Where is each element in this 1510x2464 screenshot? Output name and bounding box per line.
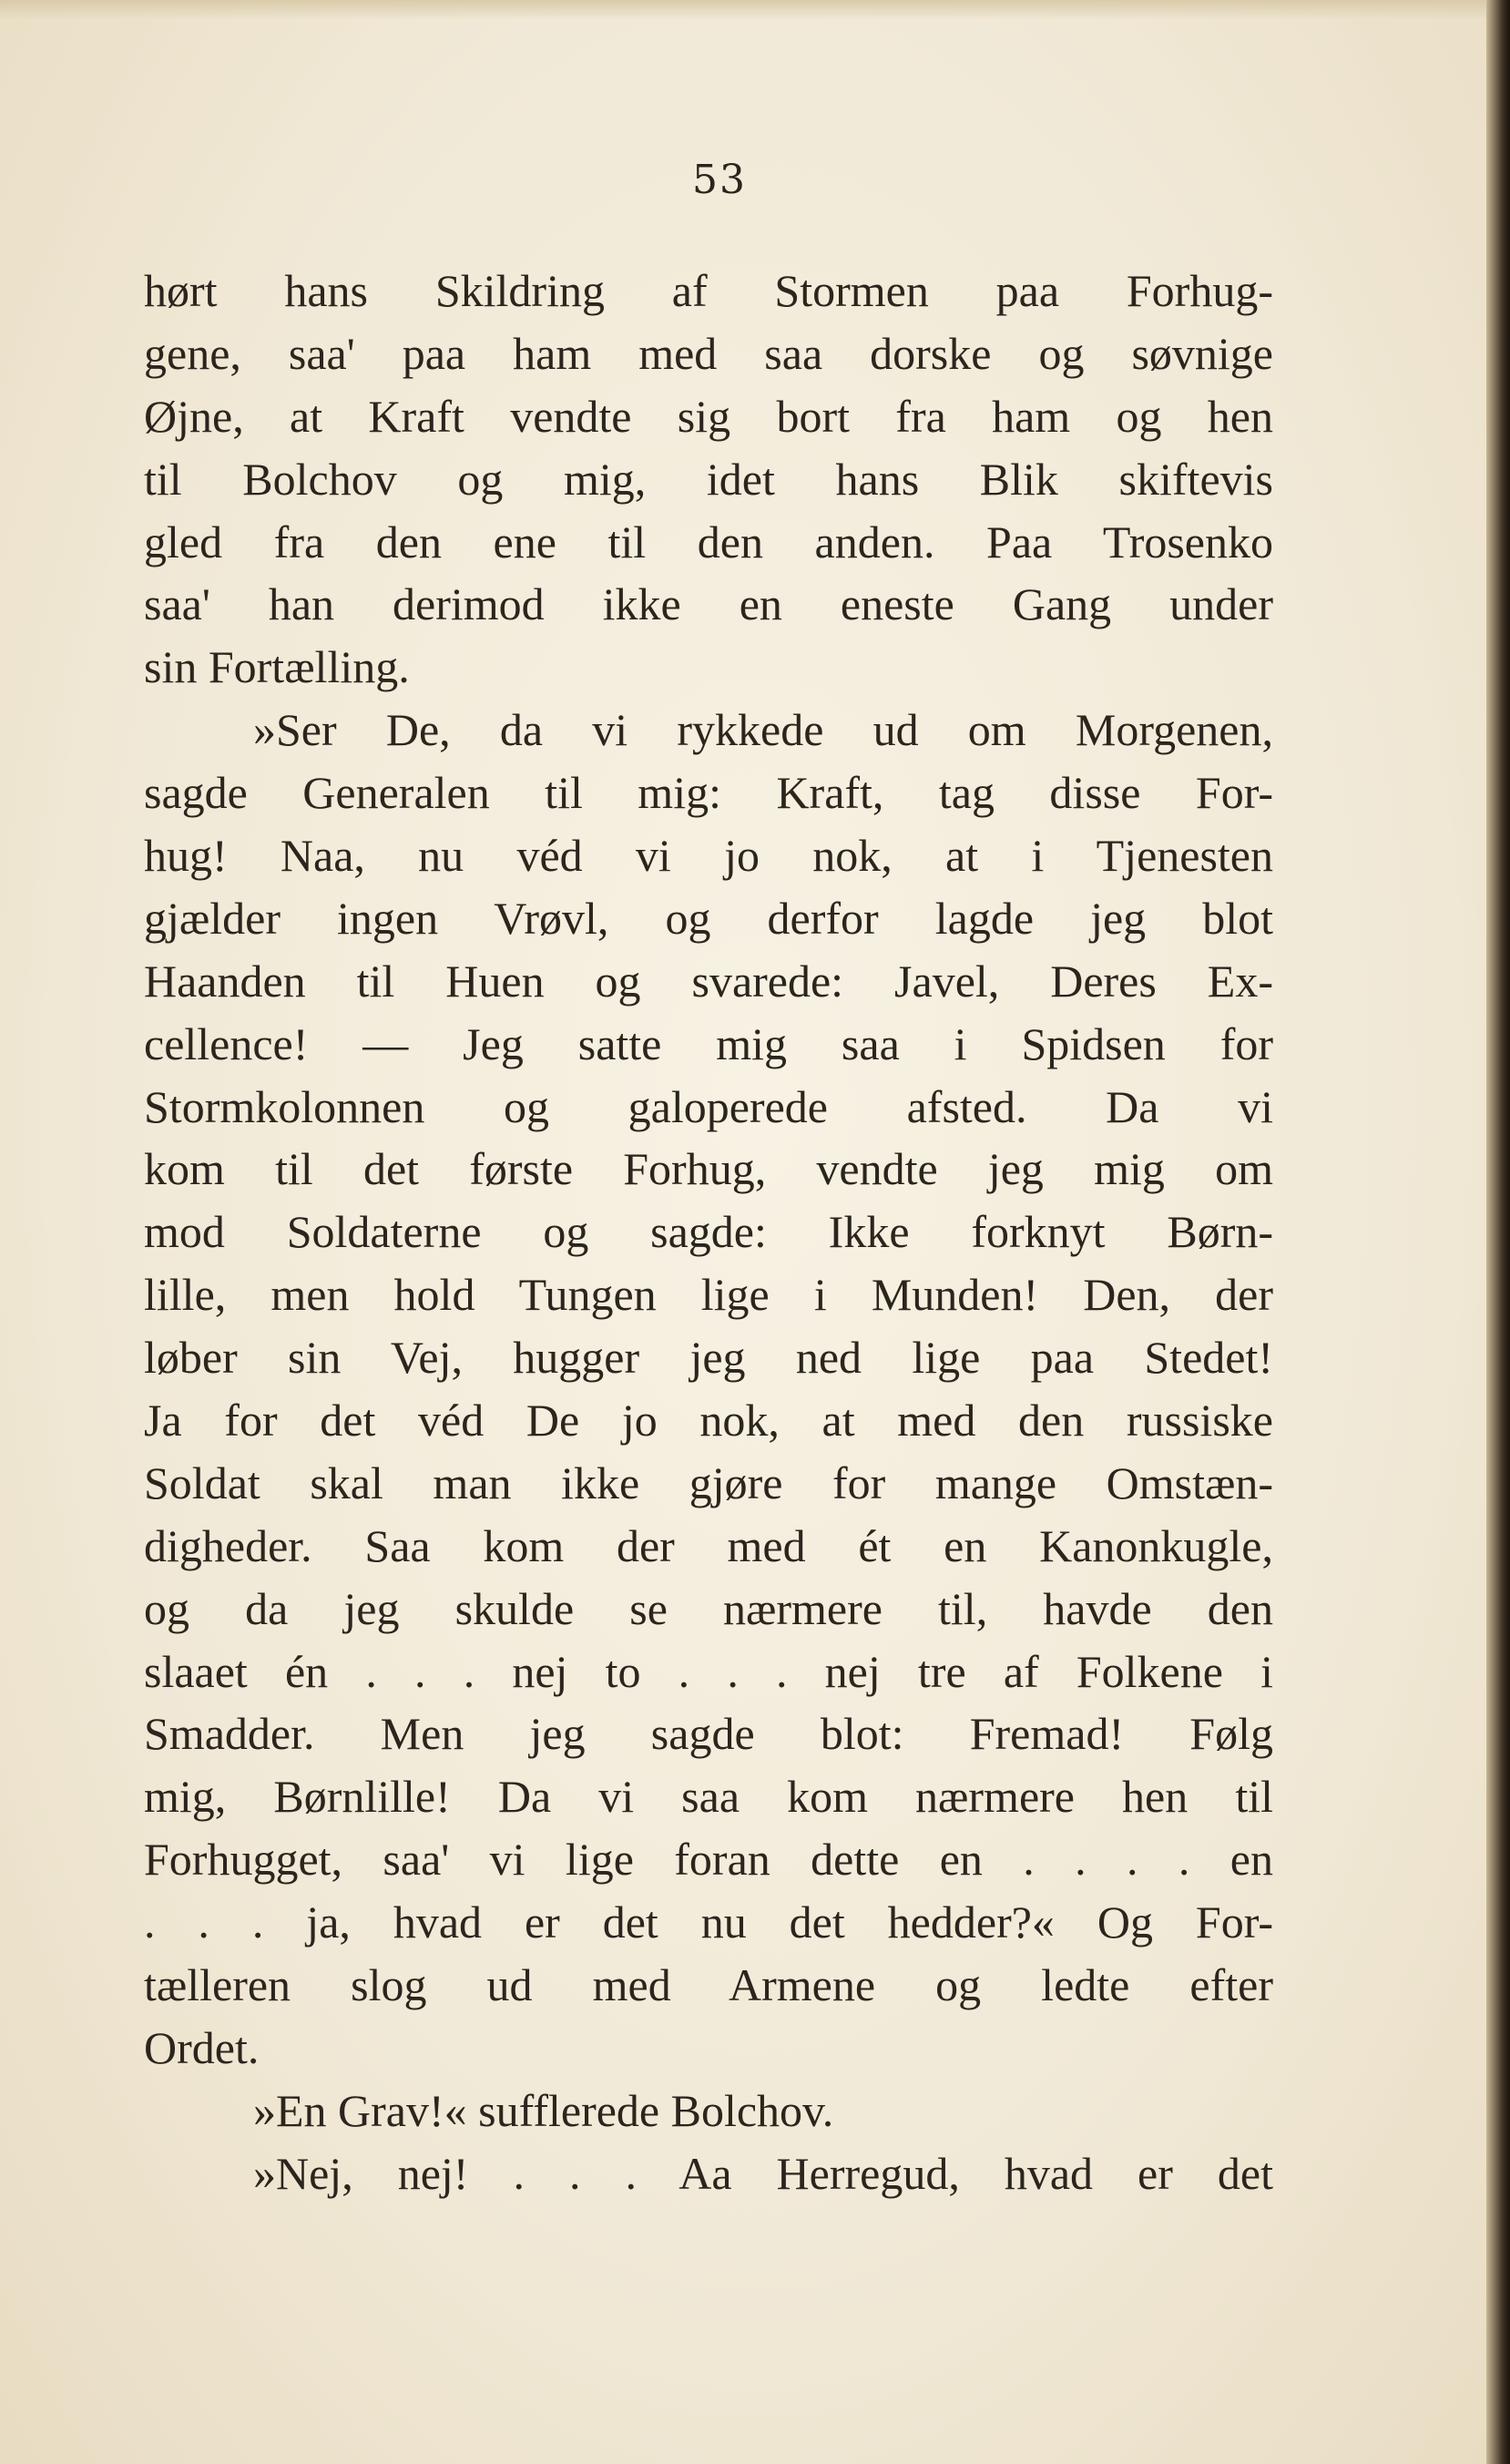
text-line: gene, saa' paa ham med saa dorske og søvnige: [144, 327, 1273, 379]
text-line: Øjne, at Kraft vendte sig bort fra ham og hen: [144, 390, 1273, 442]
text-line: Smadder. Men jeg sagde blot: Fremad! Følg: [144, 1708, 1273, 1760]
text-line: . . . ja, hvad er det nu det hedder?« Og For-: [144, 1897, 1273, 1948]
text-line: digheder. Saa kom der med ét en Kanonkugle,: [144, 1519, 1273, 1571]
text-line: mig, Børnlille! Da vi saa kom nærmere hen til: [144, 1771, 1273, 1823]
text-line: Haanden til Huen og svarede: Javel, Deres Ex-: [144, 955, 1273, 1007]
text-line: til Bolchov og mig, idet hans Blik skiftevis: [144, 453, 1273, 505]
text-line: sin Fortælling.: [144, 641, 410, 693]
text-line: Soldat skal man ikke gjøre for mange Omstæn-: [144, 1457, 1273, 1508]
text-line: løber sin Vej, hugger jeg ned lige paa Stedet!: [144, 1332, 1273, 1384]
text-line: slaaet én . . . nej to . . . nej tre af Folkene i: [144, 1645, 1273, 1697]
page-number: 53: [692, 157, 747, 203]
text-line: mod Soldaterne og sagde: Ikke forknyt Børn-: [144, 1206, 1273, 1258]
text-line: cellence! — Jeg satte mig saa i Spidsen for: [144, 1017, 1273, 1069]
text-line: »Ser De, da vi rykkede ud om Morgenen,: [253, 704, 1273, 756]
text-line: og da jeg skulde se nærmere til, havde den: [144, 1582, 1273, 1634]
text-line: »En Grav!« sufflerede Bolchov.: [253, 2084, 834, 2136]
text-line: Ordet.: [144, 2021, 260, 2073]
text-line: saa' han derimod ikke en eneste Gang under: [144, 578, 1273, 630]
text-line: kom til det første Forhug, vendte jeg mig om: [144, 1143, 1273, 1195]
text-line: Stormkolonnen og galoperede afsted. Da vi: [144, 1080, 1273, 1132]
page-right-edge: [1486, 0, 1510, 2464]
text-line: »Nej, nej! . . . Aa Herregud, hvad er det: [253, 2147, 1273, 2199]
text-line: hørt hans Skildring af Stormen paa Forhug-: [144, 265, 1273, 316]
text-line: lille, men hold Tungen lige i Munden! Den, der: [144, 1269, 1273, 1321]
text-line: sagde Generalen til mig: Kraft, tag disse For-: [144, 767, 1273, 819]
text-line: gjælder ingen Vrøvl, og derfor lagde jeg blot: [144, 892, 1273, 944]
text-line: Forhugget, saa' vi lige foran dette en . . . . en: [144, 1834, 1273, 1886]
page-top-edge: [0, 0, 1510, 20]
text-line: gled fra den ene til den anden. Paa Trosenko: [144, 516, 1273, 567]
body-text: [144, 260, 1273, 2205]
text-line: Ja for det véd De jo nok, at med den russiske: [144, 1395, 1273, 1447]
text-line: hug! Naa, nu véd vi jo nok, at i Tjenesten: [144, 830, 1273, 882]
text-line: tælleren slog ud med Armene og ledte efter: [144, 1959, 1273, 2011]
